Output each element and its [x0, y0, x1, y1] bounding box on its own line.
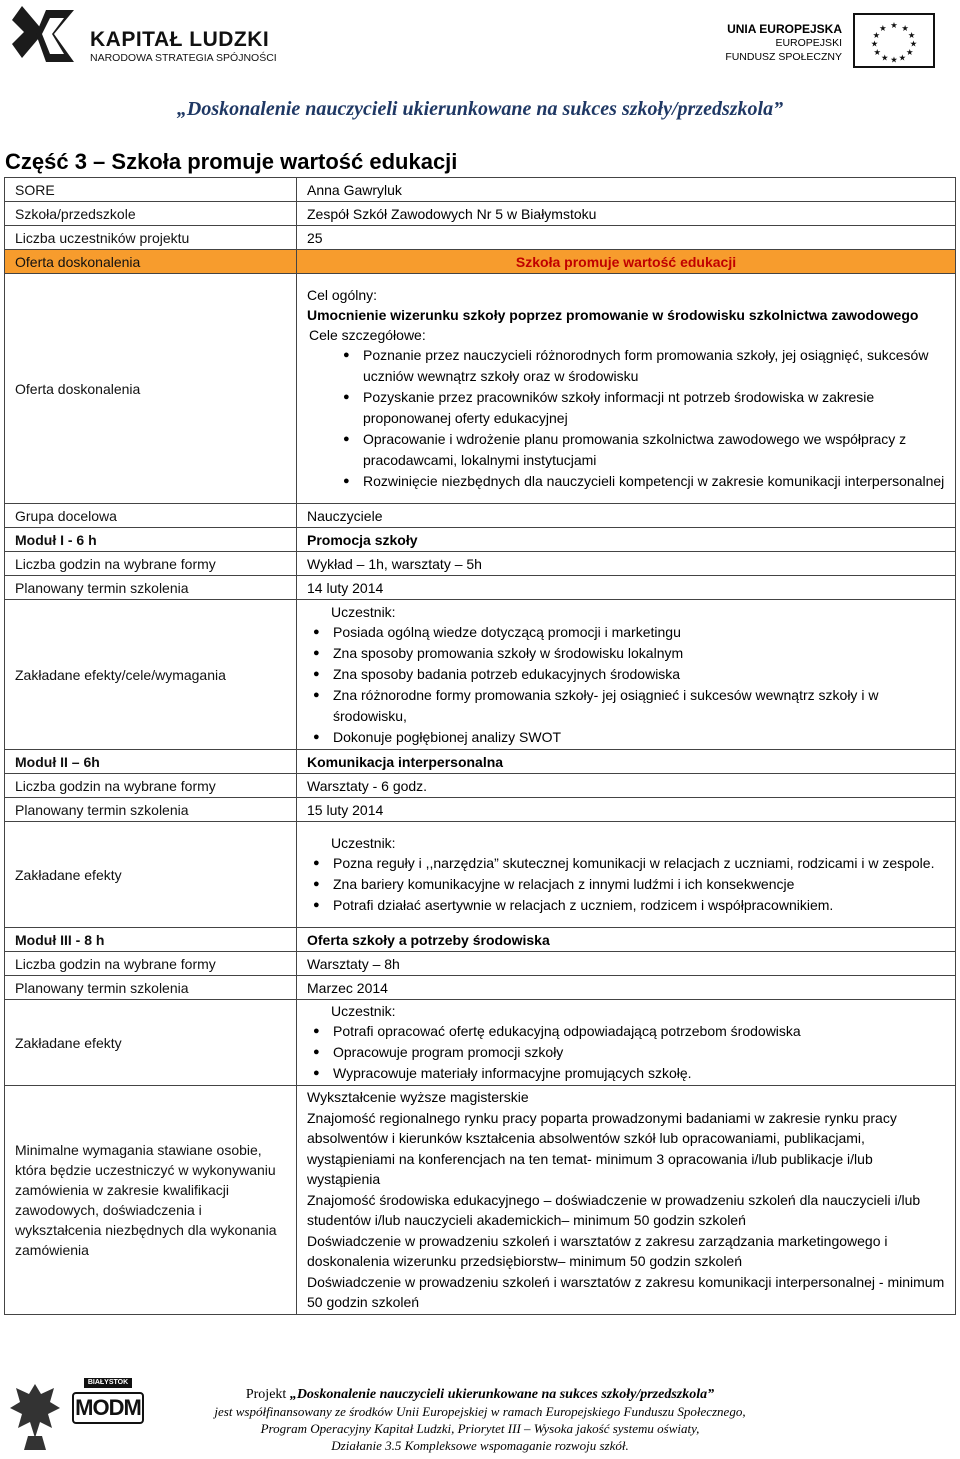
eu-flag-icon [853, 13, 935, 68]
eu-line2: EUROPEJSKI [775, 37, 842, 49]
list-item: ● Pozna reguły i ,,narzędzia” skutecznej komunikacji w relacjach z uczniami, rodzicami i w zespole. [307, 853, 945, 874]
footer-line1 [150, 1386, 810, 1403]
table-row [5, 774, 956, 798]
sore-label: SORE [5, 178, 297, 202]
list-item: ● Potrafi działać asertywnie w relacjach z uczniem, rodzicem i współpracownikiem. [307, 895, 945, 916]
footer-line4: Działanie 3.5 Kompleksowe wspomaganie rozwoju szkół. [331, 1438, 629, 1453]
footer-line1-prefix: Projekt [245, 1387, 290, 1402]
table-row [5, 928, 956, 952]
date-value: 15 luty 2014 [297, 798, 956, 822]
section-title: Część 3 – Szkoła promuje wartość edukacji [5, 149, 458, 174]
table-row [5, 250, 956, 274]
table-row [5, 976, 956, 1000]
offer-value: Szkoła promuje wartość edukacji [297, 250, 956, 274]
effects-cell [297, 822, 956, 928]
svg-text:★: ★ [880, 52, 889, 63]
effects-label: Zakładane efekty [5, 1000, 297, 1086]
table-row [5, 822, 956, 928]
svg-text:★: ★ [909, 38, 918, 49]
module-title: Moduł II – 6h [5, 750, 297, 774]
hours-label: Liczba godzin na wybrane formy [5, 774, 297, 798]
hours-value: Warsztaty - 6 godz. [297, 774, 956, 798]
training-table [4, 177, 956, 1315]
page-header [0, 0, 960, 120]
table-row [5, 1000, 956, 1086]
modm-logo-top: BIAŁYSTOK [84, 1378, 132, 1388]
table-row [5, 528, 956, 552]
footer-text [150, 1386, 810, 1454]
participant-label: Uczestnik: [331, 835, 396, 851]
list-item: ● Zna bariery komunikacyjne w relacjach z innymi ludźmi i ich konsekwencje [307, 874, 945, 895]
general-goal: Umocnienie wizerunku szkoły poprzez promowanie w środowisku szkolnictwa zawodowego [307, 307, 919, 323]
table-row [5, 552, 956, 576]
table-row [5, 750, 956, 774]
date-value: 14 luty 2014 [297, 576, 956, 600]
effects-cell [297, 600, 956, 750]
effects-list [307, 622, 945, 748]
module-title: Moduł I - 6 h [5, 528, 297, 552]
table-row [5, 504, 956, 528]
logo-subtitle: NARODOWA STRATEGIA SPÓJNOŚCI [90, 52, 277, 64]
requirement-item: Znajomość regionalnego rynku pracy poparta prowadzonymi badaniami w zakresie rynku pracy absolwentów i kierunków kształcenia absolwentów szkół lub opracowaniami, publikacjami, wystąpieniami na konferencjach na ten temat- minimum 3 opracowania i/lub publikacje i/lub wystąpienia [307, 1109, 897, 1187]
module-title: Moduł III - 8 h [5, 928, 297, 952]
list-item: ● Pozyskanie przez pracowników szkoły informacji nt potrzeb środowiska w zakresie proponowanej oferty edukacyjnej [337, 387, 945, 429]
modm-logo-main: MODM [72, 1392, 144, 1424]
date-label: Planowany termin szkolenia [5, 976, 297, 1000]
svg-text:★: ★ [898, 52, 907, 63]
offer2-label: Oferta doskonalenia [5, 274, 297, 504]
school-value: Zespół Szkół Zawodowych Nr 5 w Białymstoku [297, 202, 956, 226]
table-row [5, 274, 956, 504]
hours-value: Wykład – 1h, warsztaty – 5h [297, 552, 956, 576]
list-item: ● Wypracowuje materiały informacyjne promujących szkołę. [307, 1063, 945, 1084]
list-item: ● Opracowanie i wdrożenie planu promowania szkolnictwa zawodowego we współpracy z pracodawcami, lokalnymi instytucjami [337, 429, 945, 471]
table-row [5, 798, 956, 822]
module-name: Komunikacja interpersonalna [297, 750, 956, 774]
list-item: ● Rozwinięcie niezbędnych dla nauczycieli kompetencji w zakresie komunikacji interpersonalnej [337, 471, 945, 492]
kapital-ludzki-logo-icon [10, 4, 80, 70]
svg-text:★: ★ [906, 46, 914, 57]
participants-value: 25 [297, 226, 956, 250]
footer-line1-title: „Doskonalenie nauczycieli ukierunkowane na sukces szkoły/przedszkola” [289, 1387, 715, 1402]
participants-label: Liczba uczestników projektu [5, 226, 297, 250]
svg-text:★: ★ [879, 22, 887, 33]
date-label: Planowany termin szkolenia [5, 798, 297, 822]
date-label: Planowany termin szkolenia [5, 576, 297, 600]
table-row [5, 226, 956, 250]
list-item: ● Poznanie przez nauczycieli różnorodnych form promowania szkoły, jej osiągnięć, sukcesów uczniów wewnątrz szkoły oraz w środowisku [337, 345, 945, 387]
list-item: ● Zna różnorodne formy promowania szkoły- jej osiągnieć i sukcesów wewnątrz szkoły i w środowisku, [307, 685, 945, 727]
table-row [5, 952, 956, 976]
effects-list [307, 853, 945, 916]
target-label: Grupa docelowa [5, 504, 297, 528]
eu-label [725, 22, 842, 64]
table-row [5, 202, 956, 226]
module-name: Promocja szkoły [297, 528, 956, 552]
effects-label: Zakładane efekty/cele/wymagania [5, 600, 297, 750]
goals-cell [297, 274, 956, 504]
effects-label: Zakładane efekty [5, 822, 297, 928]
modm-logo [72, 1378, 144, 1438]
svg-text:★: ★ [870, 38, 879, 49]
hours-value: Warsztaty – 8h [297, 952, 956, 976]
requirement-item: Doświadczenie w prowadzeniu szkoleń i warsztatów z zakresu komunikacji interpersonalnej - minimum 50 godzin szkoleń [307, 1273, 945, 1310]
list-item: ● Zna sposoby badania potrzeb edukacyjnych środowiska [307, 664, 945, 685]
eu-line3: FUNDUSZ SPOŁECZNY [725, 51, 842, 63]
participant-label: Uczestnik: [331, 1003, 396, 1019]
module-name: Oferta szkoły a potrzeby środowiska [297, 928, 956, 952]
general-goal-label: Cel ogólny: [307, 287, 378, 303]
footer-line3: Program Operacyjny Kapitał Ludzki, Priorytet III – Wysoka jakość systemu oświaty, [260, 1421, 700, 1436]
specific-goals-list [307, 345, 945, 492]
participant-label: Uczestnik: [331, 603, 396, 620]
list-item: ● Zna sposoby promowania szkoły w środowisku lokalnym [307, 643, 945, 664]
sore-value: Anna Gawryluk [297, 178, 956, 202]
list-item: ● Posiada ogólną wiedze dotyczącą promocji i marketingu [307, 622, 945, 643]
requirements-label: Minimalne wymagania stawiane osobie, która będzie uczestniczyć w wykonywaniu zamówienia w zakresie kwalifikacji zawodowych, doświadczenia i wykształcenia niezbędnych dla wykonania zamówienia [5, 1086, 297, 1315]
table-row [5, 178, 956, 202]
svg-text:★: ★ [872, 30, 881, 41]
hours-label: Liczba godzin na wybrane formy [5, 552, 297, 576]
effects-cell [297, 1000, 956, 1086]
offer-label: Oferta doskonalenia [5, 250, 297, 274]
requirement-item: Wykształcenie wyższe magisterskie [307, 1089, 529, 1105]
svg-text:★: ★ [873, 46, 882, 57]
eagle-crest-icon [6, 1378, 64, 1453]
svg-text:★: ★ [890, 54, 898, 65]
svg-text:★: ★ [907, 30, 916, 41]
table-row [5, 600, 956, 750]
target-value: Nauczyciele [297, 504, 956, 528]
table-row [5, 1086, 956, 1315]
date-value: Marzec 2014 [297, 976, 956, 1000]
school-label: Szkoła/przedszkole [5, 202, 297, 226]
effects-list [307, 1021, 945, 1084]
eu-line1: UNIA EUROPEJSKA [727, 22, 842, 36]
hours-label: Liczba godzin na wybrane formy [5, 952, 297, 976]
requirement-item: Znajomość środowiska edukacyjnego – doświadczenie w prowadzeniu szkoleń dla nauczycieli i/lub studentów i/lub nauczycieli akademickich– minimum 50 godzin szkoleń [307, 1191, 921, 1228]
table-row [5, 576, 956, 600]
svg-text:★: ★ [901, 22, 909, 33]
specific-goals-label: Cele szczegółowe: [309, 327, 426, 343]
list-item: ● Opracowuje program promocji szkoły [307, 1042, 945, 1063]
logo-title: KAPITAŁ LUDZKI [90, 28, 270, 51]
svg-text:★: ★ [890, 19, 898, 30]
list-item: ● Dokonuje pogłębionej analizy SWOT [307, 727, 945, 748]
requirement-item: Doświadczenie w prowadzeniu szkoleń i warsztatów z zakresu zarządzania marketingowego i doskonalenia wizerunku przedsiębiorstw– minimum 50 godzin szkoleń [307, 1232, 888, 1269]
list-item: ● Potrafi opracować ofertę edukacyjną odpowiadającą potrzebom środowiska [307, 1021, 945, 1042]
project-title: „Doskonalenie nauczycieli ukierunkowane na sukces szkoły/przedszkola” [176, 98, 784, 120]
footer-line2: jest współfinansowany ze środków Unii Europejskiej w ramach Europejskiego Funduszu Społecznego, [214, 1404, 746, 1419]
requirements-cell [297, 1086, 956, 1315]
